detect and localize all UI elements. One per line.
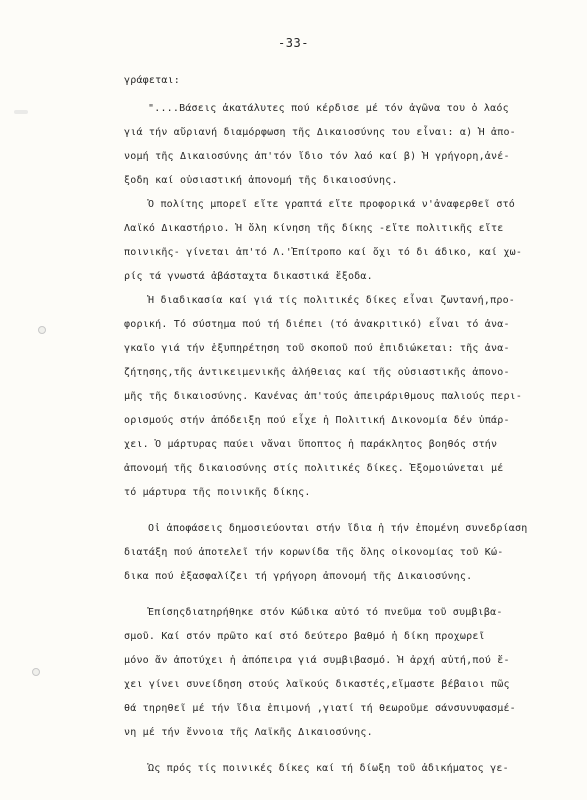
text-line: Ὁ πολίτης μπορεῖ εἴτε γραπτά εἴτε προφορικά ν'ἀναφερθεῖ στό: [148, 199, 516, 210]
text-line: ζήτησης,τῆς ἀντικειμενικῆς ἀλήθειας καί τῆς οὐσιαστικῆς ἀπονο-: [124, 367, 510, 378]
punch-hole-top: [38, 326, 46, 334]
text-line: Οἱ ἀποφάσεις δημοσιεύονται στήν ἴδια ἡ τήν ἑπομένη συνεδρίαση: [148, 523, 528, 534]
text-line: Λαϊκό Δικαστήριο. Ἡ ὅλη κίνηση τῆς δίκης -εἴτε πολιτικῆς εἴτε: [124, 223, 504, 234]
text-line: ρίς τά γνωστά ἀβάσταχτα δικαστικά ἔξοδα.: [124, 271, 373, 282]
paper-mark: [14, 110, 28, 114]
text-line: χει. Ὁ μάρτυρας παύει νἄναι ὕποπτος ἡ παράκλητος βοηθός στήν: [124, 439, 498, 450]
text-line: δικα πού ἐξασφαλίζει τή γρήγορη ἀπονομή τῆς Δικαιοσύνης.: [124, 571, 473, 582]
text-line: μῆς τῆς δικαιοσύνης. Κανένας ἀπ'τούς ἀπειράριθμους παλιούς περι-: [124, 391, 523, 402]
text-line: χει γίνει συνείδηση στούς λαϊκούς δικαστές,εἴμαστε βέβαιοι πῶς: [124, 679, 510, 690]
text-line: σμοῦ. Καί στόν πρῶτο καί στό δεύτερο βαθμό ἡ δίκη προχωρεῖ: [124, 631, 485, 642]
text-line: ἀπονομή τῆς δικαιοσύνης στίς πολιτικές δίκες. Ἐξομοιώνεται μέ: [124, 463, 504, 474]
text-line: γιά τήν αὔριανή διαμόρφωση τῆς Δικαιοσύνης του εἶναι: α) Ἡ ἀπο-: [124, 127, 516, 138]
text-line: ποινικῆς- γίνεται ἀπ'τό Λ.'Ἐπίτροπο καί ὄχι τό δι άδικο, καί χω-: [124, 247, 523, 258]
page-number: -33-: [278, 36, 309, 50]
text-line: Ἡ διαδικασία καί γιά τίς πολιτικές δίκες εἶναι ζωντανή,προ-: [148, 295, 516, 306]
punch-hole-bottom: [32, 668, 40, 676]
text-line: διατάξη πού ἀποτελεῖ τήν κορωνίδα τῆς ὅλης οἰκονομίας τοῦ Κώ-: [124, 547, 504, 558]
text-line: γράφεται:: [124, 75, 180, 86]
text-line: νη μέ τήν ἔννοια τῆς Λαϊκῆς Δικαιοσύνης.: [124, 727, 373, 738]
text-line: Ἐπίσηςδιατηρήθηκε στόν Κώδικα αὐτό τό πνεῦμα τοῦ συμβιβα-: [148, 607, 503, 618]
text-line: ξοδη καί οὐσιαστική ἀπονομή τῆς δικαιοσύνης.: [124, 175, 398, 186]
text-line: γκαῖο γιά τήν ἐξυπηρέτηση τοῦ σκοποῦ πού ἐπιδιώκεται: τῆς ἀνα-: [124, 343, 510, 354]
text-line: Ὡς πρός τίς ποινικές δίκες καί τή δίωξη τοῦ ἀδικήματος γε-: [148, 763, 509, 774]
text-line: φορική. Τό σύστημα πού τή διέπει (τό ἀνακριτικό) εἶναι τό ἀνα-: [124, 319, 510, 330]
text-line: ορισμούς στήν ἀπόδειξη πού εἶχε ἡ Πολιτική Δικονομία δέν ὑπάρ-: [124, 415, 510, 426]
text-line: "....Βάσεις ἀκατάλυτες πού κέρδισε μέ τόν ἀγῶνα του ὁ λαός: [148, 103, 509, 114]
text-line: μόνο ἄν ἀποτύχει ἡ ἀπόπειρα γιά συμβιβασμό. Ἡ ἀρχή αὐτή,πού ἔ-: [124, 655, 510, 666]
text-line: θά τηρηθεῖ μέ τήν ἴδια ἐπιμονή ,γιατί τή θεωροῦμε σάνσυνυφασμέ-: [124, 703, 516, 714]
text-line: νομή τῆς Δικαιοσύνης ἀπ'τόν ἴδιο τόν λαό καί β) Ἡ γρήγορη,ἀνέ-: [124, 151, 510, 162]
text-line: τό μάρτυρα τῆς ποινικῆς δίκης.: [124, 487, 311, 498]
